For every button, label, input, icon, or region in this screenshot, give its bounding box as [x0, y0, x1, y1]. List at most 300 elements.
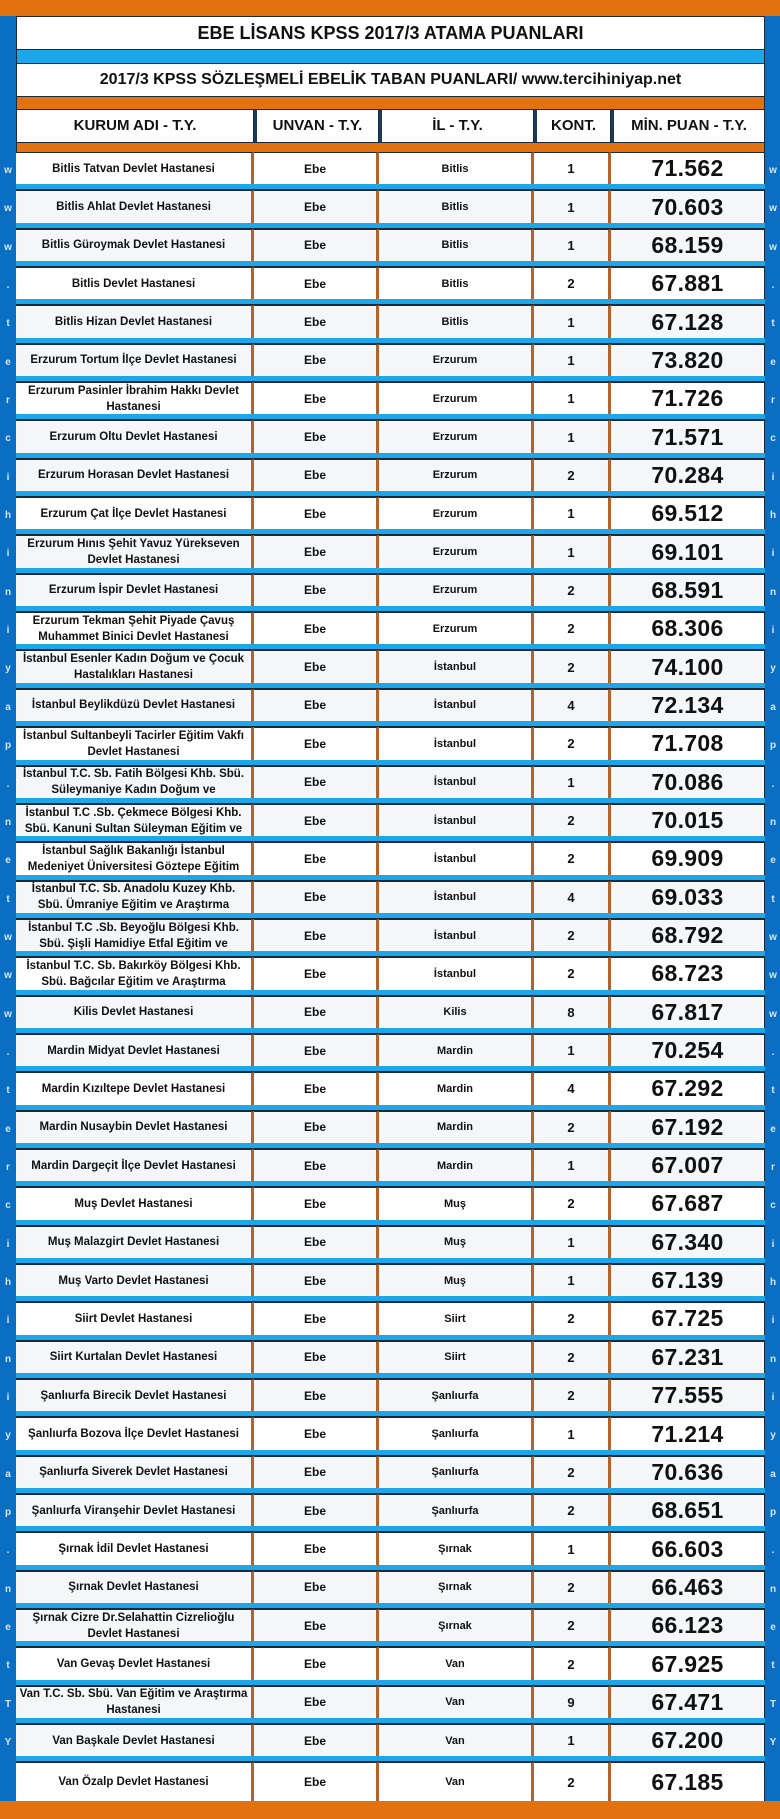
watermark-letter: r: [6, 1161, 10, 1173]
watermark-letter: [765, 1762, 780, 1800]
cell-kurum: Mardin Midyat Devlet Hastanesi: [16, 1034, 254, 1066]
table-row: [16, 344, 765, 382]
watermark-letter: i: [771, 1392, 775, 1403]
cell-unvan: Ebe: [254, 382, 379, 414]
cell-il: Bitlis: [379, 267, 534, 299]
watermark-letter: p: [4, 1507, 12, 1519]
watermark-letter: Y: [769, 1737, 777, 1749]
cell-min-puan: 67.128: [611, 305, 765, 337]
table-row: [16, 1264, 765, 1302]
table-row: [16, 1456, 765, 1494]
cell-il: Şanlıurfa: [379, 1494, 534, 1526]
cell-unvan: Ebe: [254, 1379, 379, 1411]
table-row: [16, 190, 765, 228]
cell-il: Şırnak: [379, 1609, 534, 1641]
cell-il: Şırnak: [379, 1571, 534, 1603]
cell-min-puan: 66.603: [611, 1532, 765, 1564]
cell-min-puan: 67.881: [611, 267, 765, 299]
cell-kont: 2: [534, 1302, 611, 1334]
watermark-letter: p: [4, 740, 12, 752]
watermark-letter: w: [4, 1008, 12, 1020]
column-header-unvan: UNVAN - T.Y.: [254, 109, 379, 143]
table-row: [16, 1724, 765, 1762]
watermark-letter: a: [770, 1468, 776, 1480]
watermark-letter: w: [4, 241, 12, 253]
cell-unvan: Ebe: [254, 650, 379, 682]
cell-min-puan: 67.200: [611, 1724, 765, 1756]
watermark-letter: .: [6, 280, 10, 292]
watermark-letter: p: [769, 1507, 777, 1519]
column-header-il: İL - T.Y.: [379, 109, 534, 143]
cell-kurum: Bitlis Devlet Hastanesi: [16, 267, 254, 299]
cell-kurum: İstanbul T.C. Sb. Fatih Bölgesi Khb. Sbü. Süleymaniye Kadın Doğum ve: [16, 766, 254, 798]
cell-min-puan: 68.306: [611, 612, 765, 644]
cell-kont: 2: [534, 1187, 611, 1219]
watermark-letter: t: [771, 1085, 775, 1097]
cell-kont: 2: [534, 1571, 611, 1603]
table-row: [16, 1686, 765, 1724]
cell-kurum: Şırnak İdil Devlet Hastanesi: [16, 1532, 254, 1564]
table-row: [16, 1571, 765, 1609]
watermark-letter: .: [771, 1046, 775, 1058]
divider-band: [16, 143, 765, 152]
cell-unvan: Ebe: [254, 1609, 379, 1641]
watermark-letter: i: [6, 548, 10, 560]
cell-min-puan: 69.909: [611, 842, 765, 874]
cell-unvan: Ebe: [254, 459, 379, 491]
watermark-letter: h: [769, 510, 777, 522]
cell-min-puan: 67.292: [611, 1072, 765, 1104]
left-watermark-column: [0, 152, 16, 1801]
cell-min-puan: 67.192: [611, 1111, 765, 1143]
cell-min-puan: 68.792: [611, 919, 765, 951]
cell-kurum: Van Gevaş Devlet Hastanesi: [16, 1647, 254, 1679]
cell-kurum: Bitlis Hizan Devlet Hastanesi: [16, 305, 254, 337]
cell-kont: 1: [534, 190, 611, 222]
cell-kont: 1: [534, 152, 611, 184]
cell-min-puan: 68.591: [611, 574, 765, 606]
cell-min-puan: 70.086: [611, 766, 765, 798]
cell-il: Erzurum: [379, 574, 534, 606]
table-row: [16, 267, 765, 305]
cell-kont: 1: [534, 1724, 611, 1756]
cell-il: İstanbul: [379, 881, 534, 913]
cell-min-puan: 77.555: [611, 1379, 765, 1411]
cell-kurum: Kilis Devlet Hastanesi: [16, 996, 254, 1028]
table-row: [16, 305, 765, 343]
table-row: [16, 1072, 765, 1110]
cell-kont: 2: [534, 459, 611, 491]
watermark-letter: e: [5, 1123, 11, 1135]
cell-kont: 2: [534, 1341, 611, 1373]
watermark-letter: w: [769, 970, 777, 982]
cell-unvan: Ebe: [254, 1302, 379, 1334]
cell-kurum: Erzurum Horasan Devlet Hastanesi: [16, 459, 254, 491]
cell-kont: 8: [534, 996, 611, 1028]
cell-kont: 2: [534, 612, 611, 644]
cell-min-puan: 69.512: [611, 497, 765, 529]
cell-min-puan: 69.033: [611, 881, 765, 913]
cell-kurum: Mardin Kızıltepe Devlet Hastanesi: [16, 1072, 254, 1104]
cell-unvan: Ebe: [254, 1647, 379, 1679]
cell-kurum: Erzurum Oltu Devlet Hastanesi: [16, 420, 254, 452]
watermark-letter: n: [769, 816, 777, 828]
cell-kont: 2: [534, 1762, 611, 1800]
watermark-letter: i: [6, 1392, 10, 1403]
watermark-letter: t: [771, 1660, 775, 1672]
cell-unvan: Ebe: [254, 1456, 379, 1488]
watermark-letter: r: [771, 1161, 775, 1173]
watermark-letter: t: [771, 893, 775, 905]
cell-il: Van: [379, 1647, 534, 1679]
cell-kurum: Erzurum Tortum İlçe Devlet Hastanesi: [16, 344, 254, 376]
cell-unvan: Ebe: [254, 1494, 379, 1526]
right-watermark-column: [765, 152, 780, 1801]
table-row: [16, 919, 765, 957]
column-header-kont: KONT.: [534, 109, 611, 143]
cell-kurum: Erzurum Pasinler İbrahim Hakkı Devlet Hastanesi: [16, 382, 254, 414]
watermark-letter: p: [769, 740, 777, 752]
cell-kont: 9: [534, 1686, 611, 1718]
cell-il: Van: [379, 1686, 534, 1718]
cell-unvan: Ebe: [254, 1149, 379, 1181]
watermark-letter: e: [5, 356, 11, 368]
cell-unvan: Ebe: [254, 689, 379, 721]
cell-il: Bitlis: [379, 229, 534, 261]
watermark-letter: [0, 1762, 16, 1800]
watermark-letter: n: [769, 1583, 777, 1595]
cell-kurum: Mardin Nusaybin Devlet Hastanesi: [16, 1111, 254, 1143]
watermark-letter: .: [6, 1545, 10, 1557]
cell-kont: 1: [534, 344, 611, 376]
cell-unvan: Ebe: [254, 842, 379, 874]
table-row: [16, 689, 765, 727]
table-row: [16, 1111, 765, 1149]
cell-unvan: Ebe: [254, 535, 379, 567]
cell-min-puan: 71.708: [611, 727, 765, 759]
table-row: [16, 1379, 765, 1417]
watermark-letter: e: [5, 855, 11, 867]
watermark-letter: n: [769, 1353, 777, 1365]
cell-min-puan: 74.100: [611, 650, 765, 682]
cell-il: Muş: [379, 1187, 534, 1219]
cell-min-puan: 73.820: [611, 344, 765, 376]
watermark-letter: t: [6, 893, 10, 905]
watermark-letter: w: [769, 241, 777, 253]
watermark-letter: c: [770, 433, 776, 445]
cell-kont: 2: [534, 727, 611, 759]
cell-kurum: İstanbul T.C .Sb. Çekmece Bölgesi Khb. Sbü. Kanuni Sultan Süleyman Eğitim ve: [16, 804, 254, 836]
cell-kont: 2: [534, 1609, 611, 1641]
watermark-letter: c: [5, 1200, 11, 1212]
cell-kont: 4: [534, 1072, 611, 1104]
cell-unvan: Ebe: [254, 1762, 379, 1800]
cell-il: Mardin: [379, 1111, 534, 1143]
cell-min-puan: 71.571: [611, 420, 765, 452]
watermark-letter: e: [770, 1123, 776, 1135]
cell-min-puan: 68.723: [611, 957, 765, 989]
cell-unvan: Ebe: [254, 919, 379, 951]
table-row: [16, 996, 765, 1034]
cell-min-puan: 71.562: [611, 152, 765, 184]
watermark-letter: w: [4, 203, 12, 215]
watermark-letter: n: [4, 816, 12, 828]
cell-min-puan: 70.603: [611, 190, 765, 222]
cell-unvan: Ebe: [254, 881, 379, 913]
cell-unvan: Ebe: [254, 344, 379, 376]
cell-kurum: Şanlıurfa Bozova İlçe Devlet Hastanesi: [16, 1417, 254, 1449]
table-row: [16, 1532, 765, 1570]
cell-kurum: Şanlıurfa Siverek Devlet Hastanesi: [16, 1456, 254, 1488]
cell-kont: 4: [534, 881, 611, 913]
cell-kont: 2: [534, 1456, 611, 1488]
watermark-letter: w: [769, 931, 777, 943]
watermark-letter: w: [4, 165, 12, 176]
watermark-letter: w: [4, 970, 12, 982]
cell-kurum: Muş Varto Devlet Hastanesi: [16, 1264, 254, 1296]
cell-kont: 2: [534, 1647, 611, 1679]
table-row: [16, 1187, 765, 1225]
cell-kurum: Van Başkale Devlet Hastanesi: [16, 1724, 254, 1756]
watermark-letter: T: [4, 1698, 12, 1710]
cell-min-puan: 70.636: [611, 1456, 765, 1488]
table-row: [16, 612, 765, 650]
cell-il: Erzurum: [379, 497, 534, 529]
cell-min-puan: 66.123: [611, 1609, 765, 1641]
cell-kont: 1: [534, 229, 611, 261]
table-row: [16, 1341, 765, 1379]
table-row: [16, 420, 765, 458]
watermark-letter: r: [771, 395, 775, 407]
cell-kurum: Şanlıurfa Viranşehir Devlet Hastanesi: [16, 1494, 254, 1526]
cell-il: Şanlıurfa: [379, 1456, 534, 1488]
watermark-letter: t: [771, 318, 775, 330]
watermark-letter: c: [5, 433, 11, 445]
cell-il: İstanbul: [379, 957, 534, 989]
cell-min-puan: 72.134: [611, 689, 765, 721]
cell-kont: 2: [534, 650, 611, 682]
cell-kurum: Muş Malazgirt Devlet Hastanesi: [16, 1226, 254, 1258]
watermark-letter: i: [6, 1315, 10, 1327]
watermark-letter: w: [769, 1008, 777, 1020]
cell-unvan: Ebe: [254, 1226, 379, 1258]
cell-kont: 2: [534, 1494, 611, 1526]
cell-il: Erzurum: [379, 382, 534, 414]
cell-min-puan: 67.007: [611, 1149, 765, 1181]
table-row: [16, 382, 765, 420]
watermark-letter: c: [770, 1200, 776, 1212]
cell-il: Erzurum: [379, 420, 534, 452]
watermark-letter: i: [771, 548, 775, 560]
watermark-letter: y: [5, 663, 11, 675]
cell-il: Kilis: [379, 996, 534, 1028]
cell-kurum: Şanlıurfa Birecik Devlet Hastanesi: [16, 1379, 254, 1411]
cell-il: Bitlis: [379, 152, 534, 184]
top-orange-band: [0, 0, 780, 16]
cell-unvan: Ebe: [254, 1532, 379, 1564]
watermark-letter: T: [769, 1698, 777, 1710]
table-row: [16, 574, 765, 612]
divider-band: [16, 97, 765, 109]
watermark-letter: n: [4, 1353, 12, 1365]
cell-kurum: İstanbul Sağlık Bakanlığı İstanbul Medeniyet Üniversitesi Göztepe Eğitim: [16, 842, 254, 874]
cell-il: İstanbul: [379, 689, 534, 721]
cell-kurum: İstanbul Esenler Kadın Doğum ve Çocuk Hastalıkları Hastanesi: [16, 650, 254, 682]
watermark-letter: i: [6, 625, 10, 637]
cell-unvan: Ebe: [254, 612, 379, 644]
watermark-letter: i: [6, 471, 10, 483]
cell-kont: 1: [534, 535, 611, 567]
watermark-letter: a: [5, 701, 11, 713]
table-row: [16, 1417, 765, 1455]
table-row: [16, 1226, 765, 1264]
table-row: [16, 842, 765, 880]
cell-kont: 1: [534, 766, 611, 798]
cell-kurum: Siirt Devlet Hastanesi: [16, 1302, 254, 1334]
table-row: [16, 766, 765, 804]
cell-min-puan: 70.254: [611, 1034, 765, 1066]
table-row: [16, 804, 765, 842]
cell-il: İstanbul: [379, 766, 534, 798]
cell-kurum: İstanbul Sultanbeyli Tacirler Eğitim Vakfı Devlet Hastanesi: [16, 727, 254, 759]
cell-unvan: Ebe: [254, 766, 379, 798]
cell-kurum: İstanbul T.C. Sb. Bakırköy Bölgesi Khb. Sbü. Bağcılar Eğitim ve Araştırma: [16, 957, 254, 989]
watermark-letter: i: [6, 1238, 10, 1250]
watermark-letter: w: [4, 931, 12, 943]
cell-unvan: Ebe: [254, 1686, 379, 1718]
cell-kurum: Erzurum Hınıs Şehit Yavuz Yürekseven Devlet Hastanesi: [16, 535, 254, 567]
table-row: [16, 229, 765, 267]
table-row: [16, 497, 765, 535]
cell-kont: 4: [534, 689, 611, 721]
cell-min-puan: 68.159: [611, 229, 765, 261]
cell-il: Erzurum: [379, 612, 534, 644]
watermark-letter: e: [5, 1622, 11, 1634]
page-title: EBE LİSANS KPSS 2017/3 ATAMA PUANLARI: [16, 16, 765, 50]
table-body: [16, 152, 765, 1801]
cell-kont: 1: [534, 382, 611, 414]
cell-il: Şanlıurfa: [379, 1417, 534, 1449]
cell-kont: 2: [534, 919, 611, 951]
watermark-letter: w: [769, 203, 777, 215]
cell-unvan: Ebe: [254, 957, 379, 989]
cell-unvan: Ebe: [254, 1417, 379, 1449]
watermark-letter: y: [5, 1430, 11, 1442]
table-row: [16, 1034, 765, 1072]
cell-kont: 1: [534, 1532, 611, 1564]
cell-kont: 1: [534, 1417, 611, 1449]
cell-min-puan: 67.817: [611, 996, 765, 1028]
watermark-letter: n: [4, 1583, 12, 1595]
cell-unvan: Ebe: [254, 497, 379, 529]
cell-il: İstanbul: [379, 727, 534, 759]
cell-unvan: Ebe: [254, 1072, 379, 1104]
cell-unvan: Ebe: [254, 1724, 379, 1756]
cell-il: İstanbul: [379, 804, 534, 836]
cell-kurum: Şırnak Cizre Dr.Selahattin Cizrelioğlu Devlet Hastanesi: [16, 1609, 254, 1641]
cell-il: Mardin: [379, 1034, 534, 1066]
cell-il: İstanbul: [379, 919, 534, 951]
watermark-letter: h: [4, 1276, 12, 1288]
watermark-letter: e: [770, 356, 776, 368]
cell-min-puan: 67.925: [611, 1647, 765, 1679]
cell-il: İstanbul: [379, 650, 534, 682]
watermark-letter: t: [6, 318, 10, 330]
table-row: [16, 1494, 765, 1532]
cell-kurum: Erzurum İspir Devlet Hastanesi: [16, 574, 254, 606]
page-subtitle: 2017/3 KPSS SÖZLEŞMELİ EBELİK TABAN PUANLARI/ www.tercihiniyap.net: [16, 63, 765, 97]
cell-il: İstanbul: [379, 842, 534, 874]
watermark-letter: i: [771, 625, 775, 637]
cell-min-puan: 66.463: [611, 1571, 765, 1603]
cell-il: Muş: [379, 1226, 534, 1258]
cell-min-puan: 70.015: [611, 804, 765, 836]
table-row: [16, 1762, 765, 1800]
cell-kurum: Mardin Dargeçit İlçe Devlet Hastanesi: [16, 1149, 254, 1181]
table-row: [16, 535, 765, 573]
table-row: [16, 1302, 765, 1340]
bottom-orange-band: [0, 1801, 780, 1819]
cell-unvan: Ebe: [254, 152, 379, 184]
table-row: [16, 1647, 765, 1685]
watermark-letter: i: [771, 1315, 775, 1327]
cell-il: Mardin: [379, 1149, 534, 1181]
table-header: [16, 109, 765, 143]
watermark-letter: e: [770, 1622, 776, 1634]
cell-il: Şırnak: [379, 1532, 534, 1564]
watermark-letter: y: [770, 663, 776, 675]
cell-min-puan: 70.284: [611, 459, 765, 491]
table-row: [16, 650, 765, 688]
cell-il: Muş: [379, 1264, 534, 1296]
cell-kont: 1: [534, 1149, 611, 1181]
cell-il: Erzurum: [379, 344, 534, 376]
cell-unvan: Ebe: [254, 1034, 379, 1066]
watermark-letter: t: [6, 1085, 10, 1097]
cell-il: Şanlıurfa: [379, 1379, 534, 1411]
watermark-letter: i: [771, 1238, 775, 1250]
table-row: [16, 727, 765, 765]
cell-unvan: Ebe: [254, 574, 379, 606]
watermark-letter: h: [769, 1276, 777, 1288]
cell-min-puan: 67.725: [611, 1302, 765, 1334]
watermark-letter: y: [770, 1430, 776, 1442]
cell-unvan: Ebe: [254, 305, 379, 337]
cell-kurum: Van Özalp Devlet Hastanesi: [16, 1762, 254, 1800]
cell-kurum: Bitlis Ahlat Devlet Hastanesi: [16, 190, 254, 222]
watermark-letter: e: [770, 855, 776, 867]
watermark-letter: a: [5, 1468, 11, 1480]
cell-min-puan: 67.139: [611, 1264, 765, 1296]
cell-kont: 1: [534, 497, 611, 529]
table-row: [16, 152, 765, 190]
cell-il: Siirt: [379, 1302, 534, 1334]
cell-il: Mardin: [379, 1072, 534, 1104]
cell-unvan: Ebe: [254, 1571, 379, 1603]
cell-unvan: Ebe: [254, 1264, 379, 1296]
cell-kurum: Van T.C. Sb. Sbü. Van Eğitim ve Araştırma Hastanesi: [16, 1686, 254, 1718]
cell-kurum: Erzurum Çat İlçe Devlet Hastanesi: [16, 497, 254, 529]
cell-kurum: İstanbul T.C. Sb. Anadolu Kuzey Khb. Sbü. Ümraniye Eğitim ve Araştırma: [16, 881, 254, 913]
watermark-letter: n: [769, 586, 777, 598]
cell-il: Van: [379, 1724, 534, 1756]
cell-il: Van: [379, 1762, 534, 1800]
cell-kont: 2: [534, 804, 611, 836]
watermark-letter: a: [770, 701, 776, 713]
column-header-kurum: KURUM ADI - T.Y.: [16, 109, 254, 143]
watermark-letter: Y: [4, 1737, 12, 1749]
cell-unvan: Ebe: [254, 229, 379, 261]
